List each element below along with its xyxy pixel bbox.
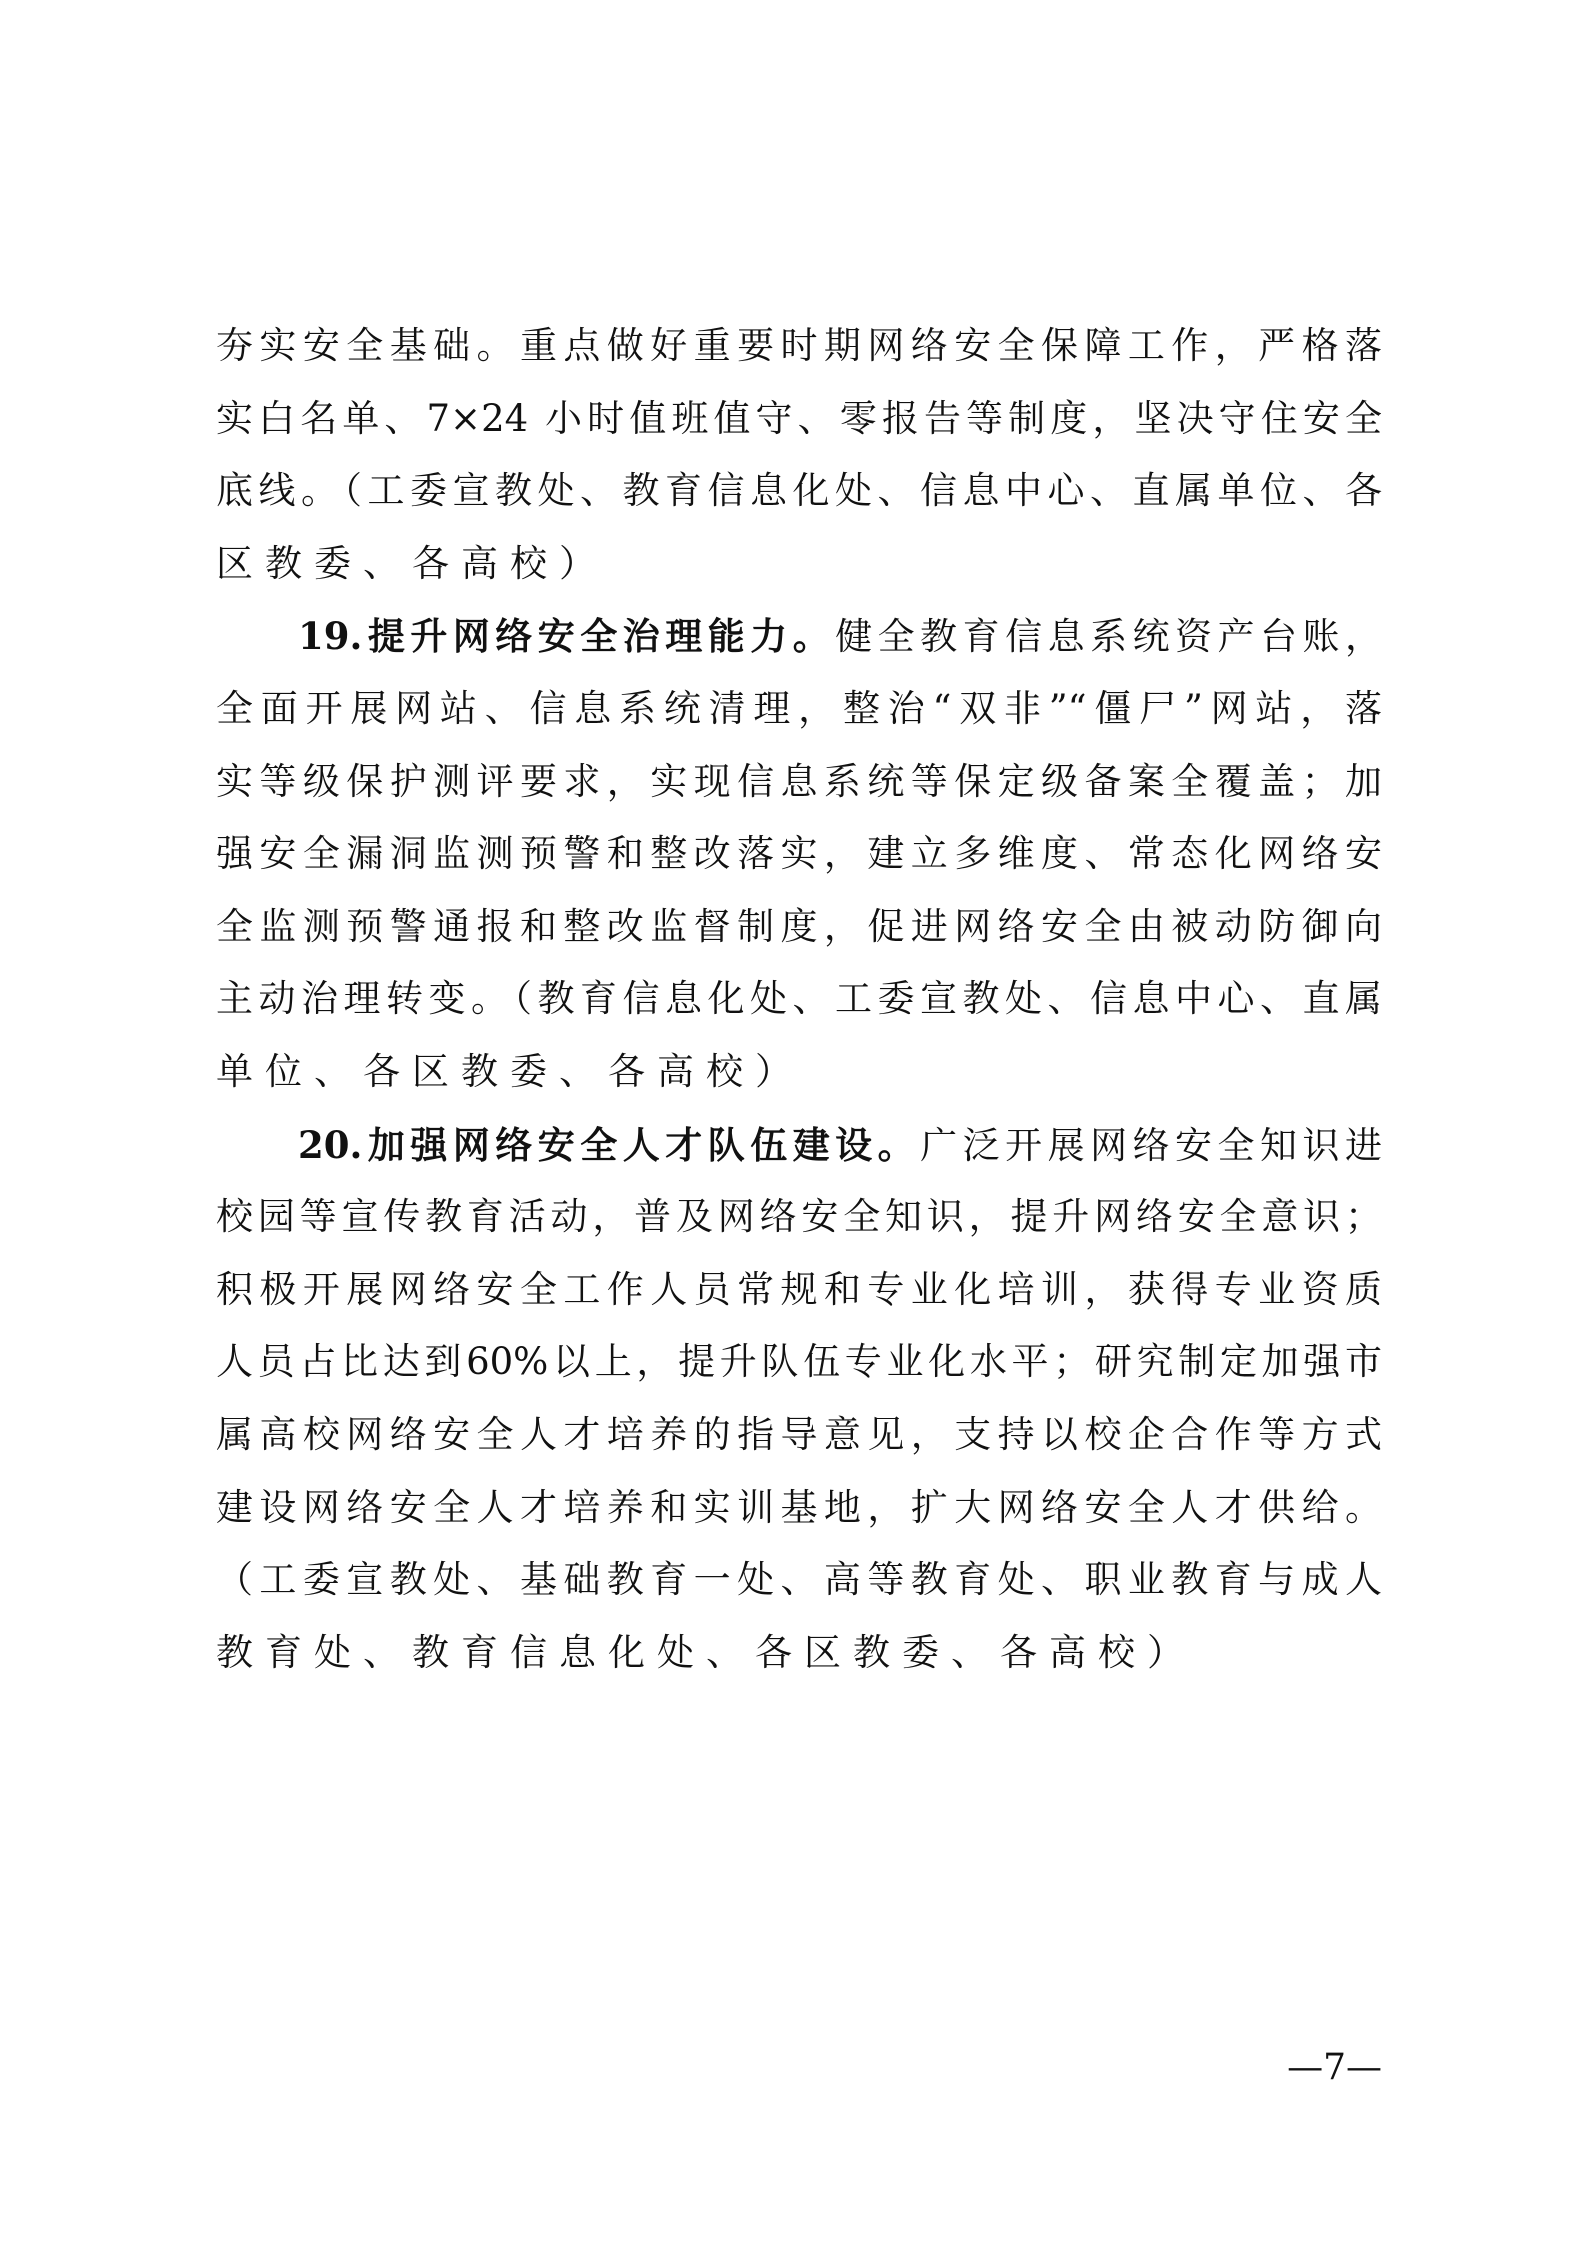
- line-text: 属高校网络安全人才培养的指导意见，支持以校企合作等方式: [216, 1412, 1382, 1456]
- line-text: 主动治理转变。（教育信息化处、工委宣教处、信息中心、直属: [216, 977, 1382, 1021]
- line-text: 实白名单、7×24 小时值班值守、零报告等制度，坚决守住安全: [216, 396, 1382, 440]
- line-text: 人员占比达到60%以上，提升队伍专业化水平；研究制定加强市: [216, 1340, 1382, 1384]
- text-line: [216, 891, 1382, 964]
- line-text: 全监测预警通报和整改监督制度，促进网络安全由被动防御向: [216, 904, 1382, 948]
- line-text: （工委宣教处、基础教育一处、高等教育处、职业教育与成人: [216, 1558, 1382, 1602]
- line-text: 全面开展网站、信息系统清理，整治“双非”“僵尸”网站，落: [216, 686, 1382, 730]
- document-body: [216, 310, 1382, 1689]
- item-heading: 20.加强网络安全人才队伍建设。: [298, 1122, 921, 1167]
- text-line: [216, 818, 1382, 891]
- text-line: [216, 310, 1382, 383]
- line-text: 实等级保护测评要求，实现信息系统等保定级备案全覆盖；加: [216, 759, 1382, 803]
- line-text: 夯实安全基础。重点做好重要时期网络安全保障工作，严格落: [216, 324, 1382, 367]
- line-text: 广泛开展网络安全知识进: [920, 1123, 1382, 1167]
- line-text: 积极开展网络安全工作人员常规和专业化培训，获得专业资质: [216, 1267, 1382, 1311]
- text-line: [216, 746, 1382, 819]
- line-text: 强安全漏洞监测预警和整改落实，建立多维度、常态化网络安: [216, 832, 1382, 876]
- text-line: [216, 1544, 1382, 1617]
- text-line: [216, 1399, 1382, 1472]
- line-text: 校园等宣传教育活动，普及网络安全知识，提升网络安全意识；: [216, 1195, 1382, 1239]
- text-line: [216, 600, 1382, 673]
- text-line: [216, 528, 1382, 601]
- line-text: 健全教育信息系统资产台账，: [835, 615, 1382, 659]
- text-line: [216, 1254, 1382, 1327]
- text-line: [216, 1326, 1382, 1399]
- page-number: —7—: [1287, 2047, 1382, 2088]
- line-text: 单位、各区教委、各高校）: [216, 1049, 804, 1093]
- item-heading: 19.提升网络安全治理能力。: [298, 614, 836, 659]
- text-line: [216, 963, 1382, 1036]
- line-text: 区教委、各高校）: [216, 541, 608, 585]
- text-line: [216, 455, 1382, 528]
- text-line: [216, 1109, 1382, 1182]
- text-line: [216, 1617, 1382, 1690]
- text-line: [216, 383, 1382, 456]
- line-text: 底线。（工委宣教处、教育信息化处、信息中心、直属单位、各: [216, 469, 1382, 513]
- text-line: [216, 1181, 1382, 1254]
- line-text: 教育处、教育信息化处、各区教委、各高校）: [216, 1630, 1196, 1674]
- text-line: [216, 673, 1382, 746]
- text-line: [216, 1036, 1382, 1109]
- line-text: 建设网络安全人才培养和实训基地，扩大网络安全人才供给。: [216, 1485, 1382, 1529]
- text-line: [216, 1472, 1382, 1545]
